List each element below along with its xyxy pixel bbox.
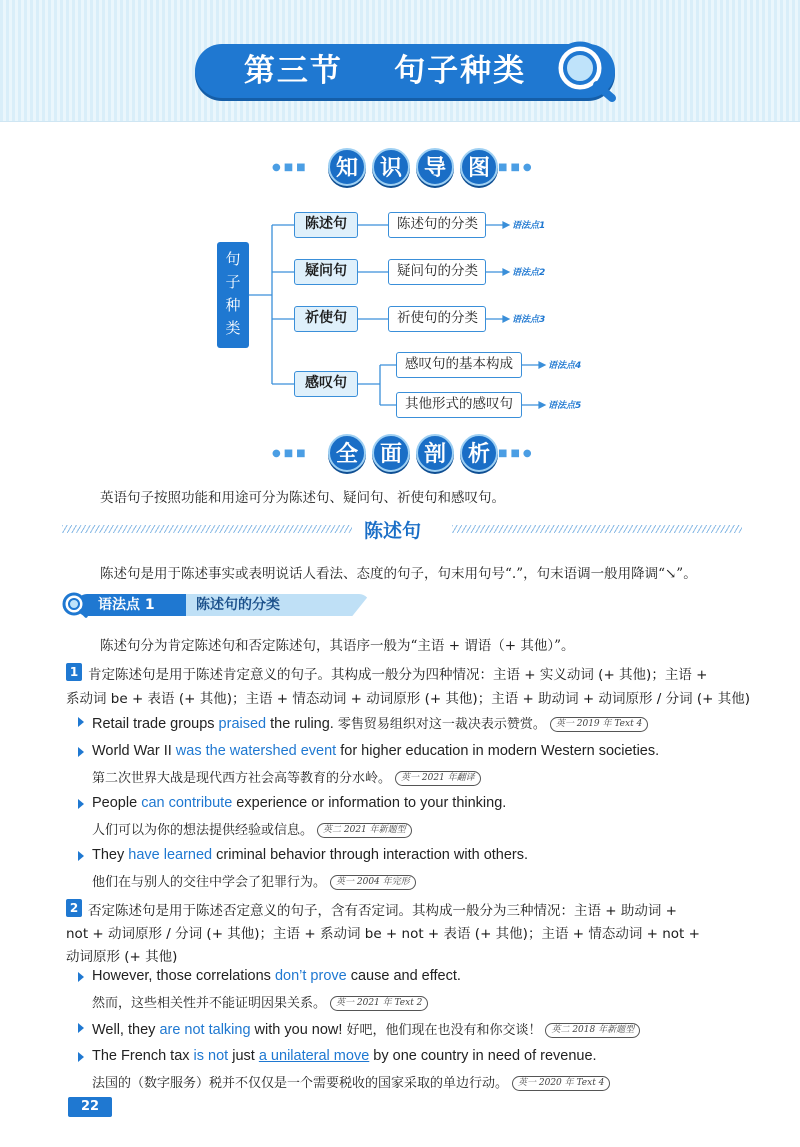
highlighted-phrase: a unilateral move	[258, 1048, 370, 1064]
example-translation: 零售贸易组织对这一裁决表示赞赏。	[337, 717, 546, 732]
translation-line	[92, 1072, 610, 1091]
sentence-fragment: just	[228, 1048, 259, 1064]
magnifier-icon	[550, 38, 620, 104]
badge-char: 导	[416, 148, 454, 186]
type-imperative: 祈使句	[294, 306, 358, 332]
example-translation: 第二次世界大战是现代西方社会高等教育的分水岭。	[92, 771, 392, 786]
example-english	[92, 795, 506, 811]
sub-node: 疑问句的分类	[388, 259, 486, 285]
hatch-right	[452, 525, 742, 533]
source-tag: 英一 2021 年翻译	[395, 771, 481, 786]
badge-char: 全	[328, 434, 366, 472]
intro-text: 英语句子按照功能和用途可分为陈述句、疑问句、祈使句和感叹句。	[100, 490, 505, 506]
section-title: 陈述句	[364, 520, 422, 542]
sentence-fragment: They	[92, 847, 129, 863]
sentence-fragment: by one country in need of revenue.	[369, 1048, 597, 1064]
type-exclamatory: 感叹句	[294, 371, 358, 397]
badge-dots-right: ■■●	[498, 162, 535, 173]
source-tag: 英一 2020 年 Text 4	[512, 1076, 610, 1091]
translation-line	[92, 767, 481, 786]
badge-char: 面	[372, 434, 410, 472]
grammar-point-description: 陈述句分为肯定陈述句和否定陈述句，其语序一般为“主语 + 谓语（+ 其他）”。	[100, 638, 575, 654]
root-char: 类	[225, 319, 241, 337]
root-char: 子	[225, 273, 241, 291]
bullet-arrow-icon	[78, 972, 84, 982]
example-translation: 好吧，他们现在也没有和你交谈！	[346, 1023, 542, 1038]
rule-text-line: not + 动词原形 / 分词 (+ 其他)；主语 + 系动词 be + not + 表语 (+ 其他)；主语 + 情态动词 + not +	[66, 926, 700, 942]
badge-dots-right: ■■●	[498, 448, 535, 459]
highlighted-phrase: don’t prove	[274, 968, 347, 984]
badge-char: 剖	[416, 434, 454, 472]
sentence-fragment: The French tax	[92, 1048, 194, 1064]
example-english	[92, 1019, 640, 1038]
example-english	[92, 968, 461, 984]
analysis-badge	[0, 434, 800, 474]
sentence-fragment: People	[92, 795, 142, 811]
sub-node: 感叹句的基本构成	[396, 352, 522, 378]
rule-text-line: 肯定陈述句是用于陈述肯定意义的句子。其构成一般分为四种情况：主语 + 实义动词 (+ 其他)；主语 +	[88, 667, 708, 683]
example-english	[92, 1048, 597, 1064]
knowledge-map-badge	[0, 148, 800, 188]
highlighted-phrase: was the watershed event	[175, 743, 337, 759]
example-translation: 法国的（数字服务）税并不仅仅是一个需要税收的国家采取的单边行动。	[92, 1076, 509, 1091]
sub-node: 祈使句的分类	[388, 306, 486, 332]
source-tag: 英二 2021 年新题型	[317, 823, 412, 838]
translation-line	[92, 819, 412, 838]
section-heading	[0, 516, 800, 542]
sentence-fragment: Well, they	[92, 1022, 160, 1038]
translation-line	[92, 871, 416, 890]
hatch-left	[62, 525, 352, 533]
rule-text-line: 动词原形 (+ 其他)	[66, 949, 178, 965]
translation-line	[92, 992, 428, 1011]
source-tag: 英二 2018 年新题型	[545, 1023, 640, 1038]
sentence-fragment: However, those correlations	[92, 968, 275, 984]
example-translation: 然而，这些相关性并不能证明因果关系。	[92, 996, 327, 1011]
section-description: 陈述句是用于陈述事实或表明说话人看法、态度的句子，句末用句号“.”，句末语调一般用降调“↘”。	[100, 566, 697, 582]
sub-node: 陈述句的分类	[388, 212, 486, 238]
root-char: 种	[225, 296, 241, 314]
highlighted-phrase: are not talking	[159, 1022, 251, 1038]
bullet-arrow-icon	[78, 717, 84, 727]
badge-char: 析	[460, 434, 498, 472]
source-tag: 英一 2004 年完形	[330, 875, 416, 890]
grammar-point-label: 语法点2	[512, 268, 546, 278]
sentence-fragment: with you now!	[250, 1022, 343, 1038]
grammar-point-label: 语法点5	[548, 401, 582, 411]
rule-text-line: 否定陈述句是用于陈述否定意义的句子，含有否定词。其构成一般分为三种情况：主语 + 助动词 +	[88, 903, 677, 919]
source-tag: 英一 2021 年 Text 2	[330, 996, 428, 1011]
sentence-fragment: for higher education in modern Western societies.	[336, 743, 660, 759]
bullet-arrow-icon	[78, 747, 84, 757]
example-english	[92, 713, 648, 732]
sentence-fragment: Retail trade groups	[92, 716, 219, 732]
sentence-fragment: World War II	[92, 743, 176, 759]
highlighted-phrase: is not	[193, 1048, 229, 1064]
sentence-fragment: the ruling.	[266, 716, 334, 732]
grammar-point-label: 语法点1	[512, 221, 546, 231]
rule-number-badge: 1	[66, 663, 82, 681]
bullet-arrow-icon	[78, 1023, 84, 1033]
page-title: 第三节 句子种类	[243, 53, 527, 89]
mind-map-root	[217, 242, 249, 348]
badge-dots-left: ●■■	[272, 162, 309, 173]
source-tag: 英一 2019 年 Text 4	[550, 717, 648, 732]
highlighted-phrase: can contribute	[141, 795, 233, 811]
example-english	[92, 743, 659, 759]
badge-char: 知	[328, 148, 366, 186]
grammar-point-label: 语法点4	[548, 361, 582, 371]
grammar-point-label: 语法点 1	[98, 597, 155, 613]
root-char: 句	[225, 250, 241, 268]
bullet-arrow-icon	[78, 1052, 84, 1062]
sentence-fragment: criminal behavior through interaction with others.	[212, 847, 529, 863]
sentence-fragment: experience or information to your thinking.	[232, 795, 507, 811]
highlighted-phrase: have learned	[128, 847, 213, 863]
type-declarative: 陈述句	[294, 212, 358, 238]
example-translation: 他们在与别人的交往中学会了犯罪行为。	[92, 875, 327, 890]
type-interrogative: 疑问句	[294, 259, 358, 285]
page-number: 22	[68, 1097, 112, 1117]
grammar-point-label: 语法点3	[512, 315, 546, 325]
sub-node: 其他形式的感叹句	[396, 392, 522, 418]
sentence-fragment: cause and effect.	[346, 968, 461, 984]
grammar-point-title: 陈述句的分类	[196, 597, 280, 613]
mind-map	[0, 200, 800, 440]
bullet-arrow-icon	[78, 851, 84, 861]
highlighted-phrase: praised	[218, 716, 267, 732]
rule-text-line: 系动词 be + 表语 (+ 其他)；主语 + 情态动词 + 动词原形 (+ 其他)；主语 + 助动词 + 动词原形 / 分词 (+ 其他)	[66, 691, 751, 707]
rule-number-badge: 2	[66, 899, 82, 917]
example-english	[92, 847, 528, 863]
magnifier-icon	[62, 592, 88, 618]
bullet-arrow-icon	[78, 799, 84, 809]
badge-dots-left: ●■■	[272, 448, 309, 459]
badge-char: 图	[460, 148, 498, 186]
badge-char: 识	[372, 148, 410, 186]
example-translation: 人们可以为你的想法提供经验或信息。	[92, 823, 314, 838]
